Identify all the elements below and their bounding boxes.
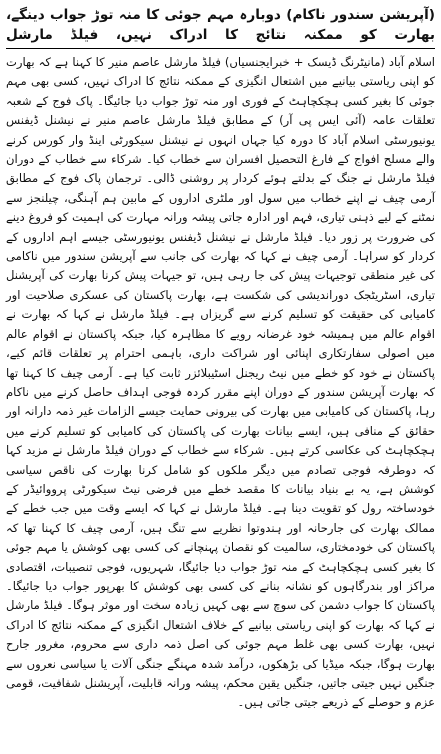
article-paragraph: اسلام آباد (مانیٹرنگ ڈیسک + خبرایجنسیاں) فیلڈ مارشل عاصم منیر کا کہنا ہے کہ بھارت کو اپنی ریاستی بیانیے میں اشتعال انگیزی کے ممکنہ نتائج کا ادراک نہیں، کسی بھی مہم جوئی کا بغیر کسی ہچکچاہٹ کے فوری اور منہ توڑ جواب دیا جائیگا۔ پاک فوج کے شعبہ تعلقات عامہ (آئی ایس پی آر) کے مطابق فیلڈ مارشل عاصم منیر نے نیشنل ڈیفنس یونیورسٹی اسلام آباد کا دورہ کیا جہاں انہوں نے نیشنل سیکورٹی اینڈ وار کورس کرنے والے مسلح افواج کے فارغ التحصیل افسران سے خطاب کیا۔ شرکاء سے خطاب کے دوران فیلڈ مارشل نے جنگ کے بدلتے ہوئے کردار پر روشنی ڈالی۔ ترجمان پاک فوج کے مطابق آرمی چیف نے اپنے خطاب میں سول اور ملٹری اداروں کے مابین ہم آہنگی، چیلنجز سے نمٹنے کے لیے ذہنی تیاری، فہم اور ادارہ جاتی پیشہ ورانہ مہارت کی اہمیت کو فروغ دینے کی ضرورت پر زور دیا۔ فیلڈ مارشل نے نیشنل ڈیفنس یونیورسٹی جیسے اہم اداروں کے کردار کو سراہا۔ آرمی چیف نے کہا کہ بھارت کی جانب سے آپریشن سندور میں ناکامی کی غیر منطقی توجیہات پیش کی جا رہی ہیں، تو جیہات پیش کرنا بھارت کی آپریشنل تیاری، اسٹریٹجک دوراندیشی کی شکست ہے، بھارت پاکستان کی عسکری صلاحیت اور کامیابی کی حقیقت کو تسلیم کرنے سے گریزاں ہے۔ فیلڈ مارشل نے کہا کہ بھارت نے اقوام عالم میں ہمیشہ خود غرضانہ رویے کا مظاہرہ کیا، جبکہ پاکستان نے اقوام عالم میں اصولی سفارتکاری اپنائی اور شراکت داری، باہمی احترام پر تعلقات قائم کیے، پاکستان نے خود کو خطے میں نیٹ ریجنل اسٹیبلائزر ثابت کیا ہے۔ آرمی چیف کا کہنا تھا کہ بھارت آپریشن سندور کے دوران اپنے مقرر کردہ فوجی اہداف حاصل کرنے میں ناکام رہا، پاکستان کی کامیابی میں بھارت کی بیرونی حمایت جیسے الزامات غیر ذمہ دارانہ اور حقائق کے منافی ہیں، ایسے بیانات بھارت کی پاکستان کی کامیابی کو تسلیم کرنے میں ہچکچاہٹ کی عکاسی کرتے ہیں۔ شرکاء سے خطاب کے دوران فیلڈ مارشل نے مزید کہا کہ دوطرفہ فوجی تصادم میں دیگر ملکوں کو شامل کرنا بھارت کی ناقص سیاسی کوشش ہے، یہ بے بنیاد بیانات کا مقصد خطے میں فرضی نیٹ سیکورٹی پرووائیڈر کے خودساختہ رول کو تقویت دینا ہے۔ فیلڈ مارشل نے کہا کہ ایسے وقت میں جب خطے کے ممالک بھارت کی جارحانہ اور ہندوتوا نظریے سے تنگ ہیں، آرمی چیف کا کہنا تھا کہ پاکستان کی خودمختاری، سالمیت کو نقصان پہنچانے کی کسی بھی کوشش یا مہم جوئی کا بغیر کسی ہچکچاہٹ کے منہ توڑ جواب دیا جائیگا، شہریوں، فوجی تنصیبات، اقتصادی مراکز اور بندرگاہوں کو نشانہ بنانے کی کسی بھی کوشش کا بھرپور جواب دیا جائیگا۔ پاکستان کا جواب دشمن کی سوچ سے بھی کہیں زیادہ سخت اور موثر ہوگا۔ فیلڈ مارشل نے کہا کہ بھارت کو اپنی ریاستی بیانیے کے خلاف اشتعال انگیزی کے ممکنہ نتائج کا ادراک نہیں، بھارت کسی بھی غلط مہم جوئی کی اصل ذمہ داری سے محروم، مغرور جارح بھارت ہوگا، جبکہ میڈیا کی بڑھکوں، درآمد شدہ مہنگے جنگی آلات یا سیاسی نعروں سے جنگیں نہیں جیتی جاتیں، جنگیں یقین محکم، پیشہ ورانہ قابلیت، آپریشنل شفافیت، قومی عزم و حوصلے کے ذریعے جیتی جاتی ہیں۔ [6,55,435,710]
headline: (آپریشن سندور ناکام) دوبارہ مہم جوئی کا منہ توڑ جواب دینگے، بھارت کو ممکنہ نتائج کا ادراک نہیں، فیلڈ مارشل [6,5,435,49]
article-body [6,53,435,713]
